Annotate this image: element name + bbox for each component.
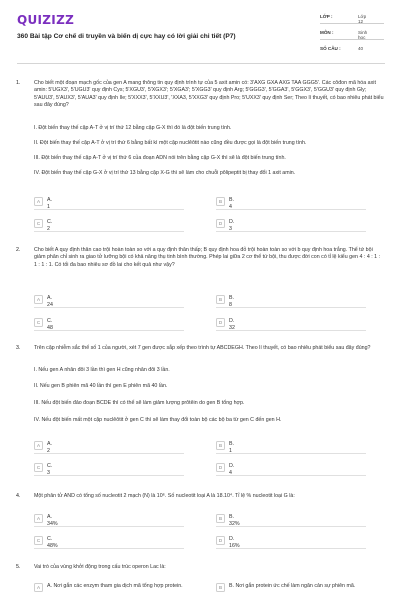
option-letter: A <box>34 197 43 206</box>
divider <box>216 475 366 476</box>
page-title: 360 Bài tập Cơ chế di truyền và biến dị cực hay có lời giải chi tiết (P7) <box>17 33 236 40</box>
divider <box>216 453 366 454</box>
option-b[interactable] <box>216 582 376 594</box>
option-letter: B <box>216 197 225 206</box>
divider <box>216 548 366 549</box>
option-text: A. Nơi gắn các enzym tham gia dịch mã tổng hợp protein. <box>47 583 183 589</box>
option-letter: C <box>34 536 43 545</box>
option-letter: D <box>216 463 225 472</box>
question-text: Một phân tử AND có tổng số nucleotit 2 mạch (N) là 10⁶. Số nucleotit loại A là 18.10⁴. Tỉ lệ % nucleotit loại G là: <box>34 493 295 499</box>
question-number: 1. <box>16 80 21 86</box>
document-header <box>0 0 400 64</box>
divider <box>320 39 384 40</box>
option-letter: B <box>216 583 225 592</box>
option-letter: C <box>34 463 43 472</box>
option-text: A. 2 <box>47 441 53 454</box>
statement: I. Nếu gen A nhân đôi 3 lần thì gen H cũng nhân đôi 3 lần. <box>34 367 170 373</box>
option-text: A. 34% <box>47 514 58 527</box>
quizizz-logo: QUIZIZZ <box>17 13 75 27</box>
divider <box>216 231 366 232</box>
option-text: A. 1 <box>47 197 53 210</box>
option-text: B. 4 <box>229 197 235 210</box>
divider <box>34 209 184 210</box>
option-letter: D <box>216 536 225 545</box>
divider <box>34 307 184 308</box>
question-text: Cho biết A quy định thân cao trội hoàn toàn so với a quy định thân thấp; B quy định hoa đỏ trội hoàn toàn so với b quy định hoa trắng. Thể tứ bội giảm phân chỉ sinh ra giao tử lưỡng bội có khả năng thụ tinh bình thường. Phép lai giữa 2 cơ thể tứ bội, thu được đời con có tỉ lệ kiểu gen 4 : 4 : 1 : 1 : 1 : 1. Có tối đa bao nhiêu sơ đồ lai cho kết quả như vậy? <box>34 247 381 268</box>
question-text: Cho biết một đoạn mạch gốc của gen A mang thông tin quy định trình tự của 5 axit amin có: 3'AXG GXA AXG TAA GGG5'. Các côđon mã hóa axit amin: 5'UGX3', 5'UGU3' quy định Cys; 5'XGU3', 5'XGX3'; 5'XGA3'; 5'XGG3' quy định Arg; 5'GGG3', 5'GGA3', 5'GGX3', 5'GGU3' quy định Gly; 5'AUU3', 5'AUX3', 5'AUA3' quy định Ile; 5'XXX3', 5'XXU3', 'XXA3, 5'XXG3' quy định Pro; 5'UXX3' quy định Ser; Theo lí thuyết, có bao nhiêu phát biểu sau đây đúng? <box>34 80 384 109</box>
statement: III. Nếu đột biến đảo đoạn BCDE thì có thể sẽ làm giảm lượng prôtêin do gen B tổng hợp. <box>34 400 245 406</box>
option-text: D. 32 <box>229 318 235 331</box>
option-text: B. Nơi gắn protein ức chế làm ngăn cản sự phiên mã. <box>229 583 356 589</box>
statement: IV. Đột biến thay thế cặp G-X ở vị trí thứ 13 bằng cặp X-G thì sẽ làm cho chuỗi pôlipeptit bị thay đổi 1 axit amin. <box>34 170 296 176</box>
option-text: A. 24 <box>47 295 53 308</box>
option-text: D. 4 <box>229 463 235 476</box>
divider <box>216 330 366 331</box>
option-text: C. 2 <box>47 219 53 232</box>
divider <box>34 231 184 232</box>
option-text: C. 3 <box>47 463 53 476</box>
question-text: Vai trò của vùng khởi động trong cấu trúc operon Lac là: <box>34 564 166 570</box>
statement: II. Nếu gen B phiên mã 40 lần thì gen E phiên mã 40 lần. <box>34 383 168 389</box>
option-text: D. 16% <box>229 536 240 549</box>
meta-label: LỚP : <box>320 14 333 19</box>
option-a[interactable] <box>34 582 194 594</box>
divider <box>34 453 184 454</box>
option-text: C. 48 <box>47 318 53 331</box>
divider <box>216 209 366 210</box>
option-letter: A <box>34 583 43 592</box>
option-text: C. 48% <box>47 536 58 549</box>
statement: I. Đột biến thay thế cặp A-T ở vị trí thứ 12 bằng cặp G-X thì đó là đột biến trung tính. <box>34 125 232 131</box>
statement: II. Đột biến thay thế cặp A-T ở vị trí thứ 6 bằng bất kì một cặp nuclêôtit nào cũng đều được gọi là đột biến trung tính. <box>34 140 307 146</box>
divider <box>320 23 384 24</box>
option-letter: B <box>216 514 225 523</box>
divider <box>34 526 184 527</box>
option-letter: A <box>34 441 43 450</box>
option-text: B. 1 <box>229 441 235 454</box>
question-number: 2. <box>16 247 21 253</box>
question-number: 4. <box>16 493 21 499</box>
meta-label: SỐ CÂU : <box>320 46 341 51</box>
option-letter: C <box>34 318 43 327</box>
statement: IV. Nếu đột biến mất một cặp nuclêôtit ở gen C thì sẽ làm thay đổi toàn bộ các bộ ba từ gen C đến gen H. <box>34 417 282 423</box>
option-text: B. 32% <box>229 514 240 527</box>
option-letter: D <box>216 219 225 228</box>
meta-value: Sinh học <box>358 30 368 40</box>
option-letter: B <box>216 441 225 450</box>
option-letter: A <box>34 514 43 523</box>
option-letter: B <box>216 295 225 304</box>
meta-label: MÔN : <box>320 30 334 35</box>
meta-value: 40 <box>358 46 364 51</box>
option-letter: D <box>216 318 225 327</box>
divider <box>34 475 184 476</box>
divider <box>34 548 184 549</box>
question-number: 3. <box>16 345 21 351</box>
option-letter: A <box>34 295 43 304</box>
divider <box>216 526 366 527</box>
question-number: 5. <box>16 564 21 570</box>
divider <box>216 307 366 308</box>
option-text: B. 8 <box>229 295 235 308</box>
option-text: D. 3 <box>229 219 235 232</box>
question-text: Trên cặp nhiễm sắc thể số 1 của người, xét 7 gen được sắp xếp theo trình tự ABCDEGH. Theo lí thuyết, có bao nhiêu phát biểu sau đây đúng? <box>34 345 371 351</box>
meta-value: Lớp 12 <box>358 14 367 24</box>
header-divider <box>17 63 385 64</box>
option-letter: C <box>34 219 43 228</box>
statement: III. Đột biến thay thế cặp A-T ở vị trí thứ 6 của đoạn ADN nói trên bằng cặp G-X thì sẽ là đột biến trung tính. <box>34 155 286 161</box>
divider <box>34 330 184 331</box>
